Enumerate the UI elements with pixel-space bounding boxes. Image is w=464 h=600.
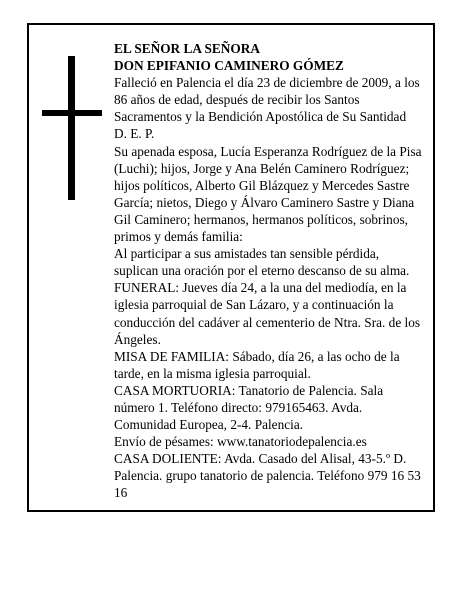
heading-line-1: EL SEÑOR LA SEÑORA [114, 41, 260, 56]
death-announcement: Falleció en Palencia el día 23 de diciembre de 2009, a los 86 años de edad, después de recibir los Santos Sacramentos y la Bendición Apostólica de Su Santidad D. E. P. [114, 75, 420, 142]
cross-horizontal-bar [42, 110, 102, 116]
family-list: Su apenada esposa, Lucía Esperanza Rodríguez de la Pisa (Luchi); hijos, Jorge y Ana Belén Caminero Rodríguez; hijos políticos, Alberto Gil Blázquez y Mercedes Sastre García; nietos, Diego y Álvaro Caminero Sastre y Diana Gil Caminero; hermanos, hermanos políticos, sobrinos, primos y demás familia: [114, 143, 422, 245]
deceased-name: DON EPIFANIO CAMINERO GÓMEZ [114, 58, 344, 74]
latin-cross-icon [42, 56, 102, 200]
condolences-info: Envío de pésames: www.tanatoriodepalencia.es [114, 434, 367, 450]
family-mass-info: MISA DE FAMILIA: Sábado, día 26, a las ocho de la tarde, en la misma iglesia parroquial. [114, 348, 400, 381]
cross-vertical-bar [68, 56, 75, 200]
family-home-info: CASA DOLIENTE: Avda. Casado del Alisal, 43-5.º D. Palencia. grupo tanatorio de palencia. Teléfono 979 16 53 16 [114, 451, 421, 501]
obituary-frame [27, 23, 435, 512]
funeral-home-info: CASA MORTUORIA: Tanatorio de Palencia. Sala número 1. Teléfono directo: 979165463. Avda. Comunidad Europea, 2-4. Palencia. [114, 382, 384, 433]
prayer-request: Al participar a sus amistades tan sensible pérdida, suplican una oración por el eterno descanso de su alma. [114, 246, 410, 279]
obituary-text [114, 40, 422, 502]
funeral-info: FUNERAL: Jueves día 24, a la una del mediodía, en la iglesia parroquial de San Lázaro, y a continuación la conducción del cadáver al cementerio de Ntra. Sra. de los Ángeles. [114, 280, 421, 347]
